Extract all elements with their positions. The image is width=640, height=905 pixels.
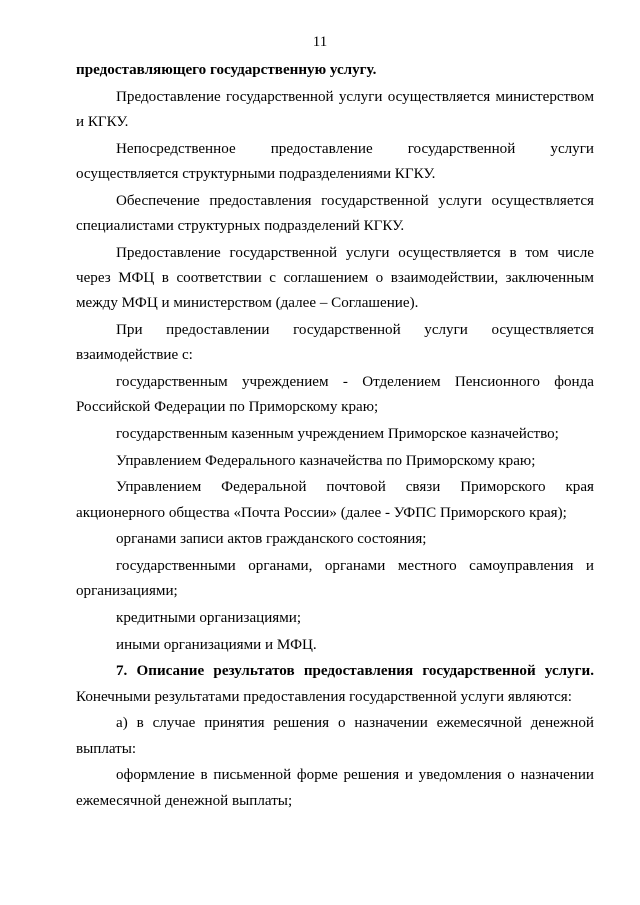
paragraph-continuation: предоставляющего государственную услугу. bbox=[76, 62, 377, 78]
list-item-federal-treasury: Управлением Федерального казначейства по Приморскому краю; bbox=[116, 452, 536, 469]
paragraph-provision-support: Обеспечение предоставления государственной услуги осуществляется специалистами структурных подразделений КГКУ. bbox=[76, 192, 594, 234]
list-item-civil-registry: органами записи актов гражданского состояния; bbox=[116, 531, 427, 548]
list-item-pension-fund: государственным учреждением - Отделением Пенсионного фонда Российской Федерации по Приморскому краю; bbox=[76, 373, 594, 416]
list-item-treasury-institution: государственным казенным учреждением Приморское казначейство; bbox=[116, 425, 559, 442]
list-item-state-bodies: государственными органами, органами местного самоуправления и организациями; bbox=[76, 557, 594, 600]
section-7-text: Конечными результатами предоставления государственной услуги являются: bbox=[76, 688, 572, 705]
page-number: 11 bbox=[312, 34, 328, 50]
section-7-paragraph bbox=[76, 659, 594, 710]
section-7-heading: 7. Описание результатов предоставления государственной услуги. bbox=[116, 663, 594, 680]
paragraph-interaction-intro: При предоставлении государственной услуги осуществляется взаимодействие с: bbox=[76, 321, 594, 364]
paragraph-ministry: Предоставление государственной услуги осуществляется министерством и КГКУ. bbox=[76, 88, 594, 130]
item-a: а) в случае принятия решения о назначении ежемесячной денежной выплаты: bbox=[76, 715, 594, 757]
paragraph-mfc: Предоставление государственной услуги осуществляется в том числе через МФЦ в соответствии с соглашением о взаимодействии, заключенным между МФЦ и министерством (далее – Соглашение). bbox=[76, 244, 594, 312]
paragraph-direct-provision: Непосредственное предоставление государственной услуги осуществляется структурными подразделениями КГКУ. bbox=[76, 140, 594, 182]
item-a-detail: оформление в письменной форме решения и уведомления о назначении ежемесячной денежной выплаты; bbox=[76, 767, 594, 809]
document-body bbox=[76, 58, 594, 814]
list-item-postal-service: Управлением Федеральной почтовой связи Приморского края акционерного общества «Почта России» (далее - УФПС Приморского края); bbox=[76, 479, 594, 521]
list-item-credit-organizations: кредитными организациями; bbox=[116, 609, 302, 626]
list-item-other-organizations: иными организациями и МФЦ. bbox=[116, 636, 317, 653]
